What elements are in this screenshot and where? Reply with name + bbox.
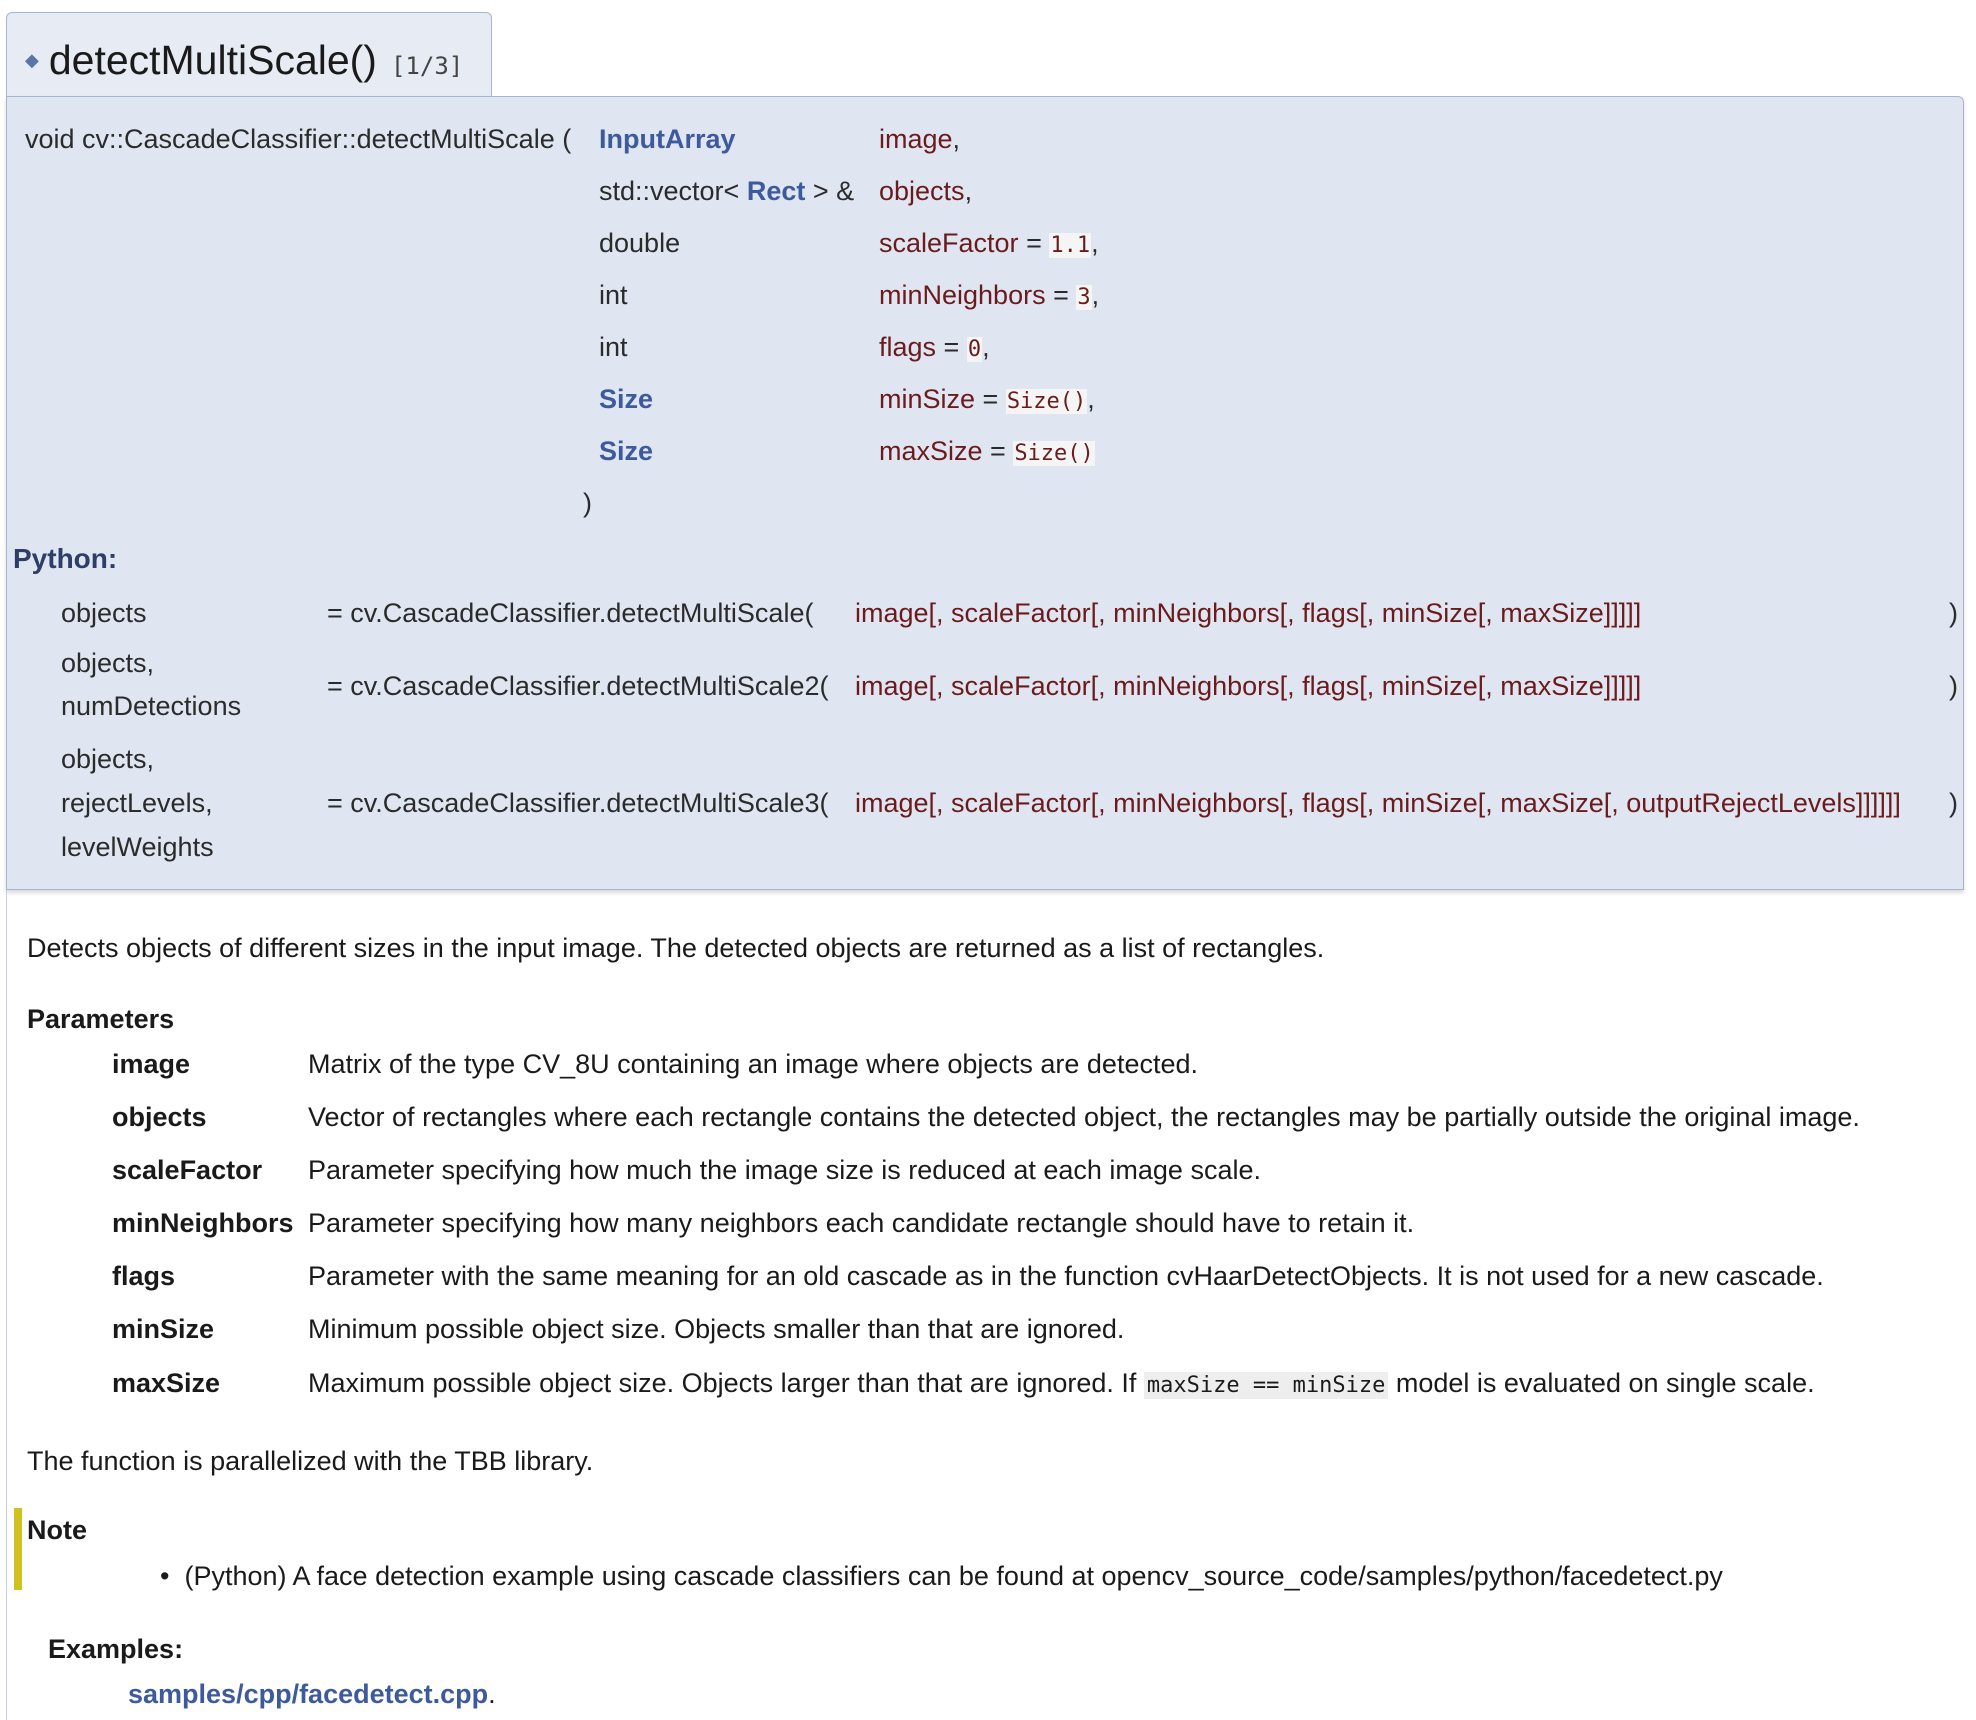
- prototype-prefix: void cv::CascadeClassifier::detectMultiScale (: [25, 124, 572, 154]
- params-heading: Parameters: [27, 1004, 175, 1034]
- param-decl-objects: [879, 175, 972, 207]
- python-ret-3a: objects,: [61, 744, 155, 774]
- param-separator: ,: [952, 124, 961, 154]
- member-title-tab: [6, 12, 492, 108]
- python-call-3: = cv.CascadeClassifier.detectMultiScale3(: [327, 788, 829, 818]
- note-accent-bar: [14, 1508, 22, 1590]
- param-name: minNeighbors: [879, 280, 1046, 310]
- example-tail: .: [488, 1679, 496, 1709]
- param-type-minSize: [599, 383, 653, 415]
- param-name: scaleFactor: [879, 228, 1019, 258]
- param-equals: =: [1045, 280, 1077, 310]
- type-link-rect[interactable]: Rect: [746, 176, 806, 206]
- python-close-1: ): [1949, 598, 1958, 628]
- param-separator: ,: [982, 332, 990, 362]
- param-decl-minNeighbors: [879, 279, 1099, 314]
- python-call-1: = cv.CascadeClassifier.detectMultiScale(: [327, 598, 814, 628]
- param-name: flags: [879, 332, 937, 362]
- param-type-text: int: [599, 280, 628, 310]
- type-link-size[interactable]: Size: [599, 384, 654, 414]
- examples-heading: Examples:: [48, 1634, 184, 1664]
- param-separator: ,: [1091, 228, 1099, 258]
- example-entry: [128, 1678, 496, 1710]
- param-desc-scaleFactor: Parameter specifying how much the image size is reduced at each image scale.: [308, 1155, 1261, 1185]
- doc-summary: Detects objects of different sizes in the input image. The detected objects are returned as a list of rectangles.: [27, 933, 1325, 963]
- param-desc-maxSize-pre: Maximum possible object size. Objects larger than that are ignored. If: [308, 1368, 1144, 1398]
- note-item-text: (Python) A face detection example using cascade classifiers can be found at opencv_source_code/samples/python/facedetect.py: [184, 1561, 1723, 1591]
- param-name: maxSize: [879, 436, 983, 466]
- param-type-objects: [599, 175, 854, 207]
- prototype-box: [6, 96, 1964, 890]
- param-equals: =: [1018, 228, 1050, 258]
- param-type-scaleFactor: [599, 227, 680, 259]
- python-args-2: image[, scaleFactor[, minNeighbors[, flags[, minSize[, maxSize]]]]]: [855, 671, 1642, 701]
- param-default-value: 3: [1077, 285, 1091, 310]
- param-default-value: 1.1: [1050, 233, 1091, 258]
- prototype-close-paren: ): [583, 488, 592, 518]
- python-ret-1: objects: [61, 598, 147, 628]
- type-link-size[interactable]: Size: [599, 436, 654, 466]
- param-decl-minSize: [879, 383, 1095, 418]
- param-equals: =: [982, 436, 1014, 466]
- param-type-flags: [599, 331, 628, 363]
- param-type-text: double: [599, 228, 681, 258]
- param-desc-minNeighbors: Parameter specifying how many neighbors each candidate rectangle should have to retain it.: [308, 1208, 1415, 1238]
- python-args-1: image[, scaleFactor[, minNeighbors[, flags[, minSize[, maxSize]]]]]: [855, 598, 1642, 628]
- diamond-bullet-icon: ◆: [25, 50, 39, 70]
- param-name-flags: flags: [112, 1261, 176, 1291]
- param-separator: ,: [1091, 280, 1100, 310]
- param-type-image: [599, 123, 736, 155]
- param-decl-maxSize: [879, 435, 1095, 470]
- param-equals: =: [975, 384, 1006, 414]
- python-args-3: image[, scaleFactor[, minNeighbors[, flags[, minSize[, maxSize[, outputRejectLevels]]]]]]: [855, 788, 1901, 818]
- param-name-minSize: minSize: [112, 1314, 215, 1344]
- python-close-3: ): [1949, 788, 1958, 818]
- python-ret-2b: numDetections: [61, 691, 242, 721]
- python-call-2: = cv.CascadeClassifier.detectMultiScale2(: [327, 671, 829, 701]
- param-type-suffix: > &: [805, 176, 855, 206]
- param-name-objects: objects: [112, 1102, 207, 1132]
- param-type-text: std::vector<: [599, 176, 747, 206]
- param-name-minNeighbors: minNeighbors: [112, 1208, 294, 1238]
- param-default-value: 0: [967, 337, 982, 362]
- python-ret-3b: rejectLevels,: [61, 788, 213, 818]
- param-decl-flags: [879, 331, 990, 366]
- param-type-maxSize: [599, 435, 653, 467]
- param-separator: ,: [964, 176, 973, 206]
- python-ret-3c: levelWeights: [61, 832, 214, 862]
- param-separator: ,: [1087, 384, 1095, 414]
- param-name: minSize: [879, 384, 976, 414]
- python-ret-2a: objects,: [61, 648, 155, 678]
- param-name-image: image: [112, 1049, 191, 1079]
- param-desc-maxSize-post: model is evaluated on single scale.: [1388, 1368, 1815, 1398]
- param-desc-image: Matrix of the type CV_8U containing an image where objects are detected.: [308, 1049, 1198, 1079]
- param-name-scaleFactor: scaleFactor: [112, 1155, 263, 1185]
- param-desc-maxSize: [308, 1367, 1815, 1402]
- note-heading: Note: [27, 1515, 87, 1545]
- param-type-text: int: [599, 332, 628, 362]
- param-desc-flags: Parameter with the same meaning for an old cascade as in the function cvHaarDetectObjects. It is not used for a new cascade.: [308, 1261, 1824, 1291]
- inline-code-maxsize-eq-minsize: maxSize == minSize: [1144, 1372, 1388, 1399]
- param-desc-minSize: Minimum possible object size. Objects smaller than that are ignored.: [308, 1314, 1125, 1344]
- param-decl-scaleFactor: [879, 227, 1099, 262]
- example-link-facedetect[interactable]: samples/cpp/facedetect.cpp: [128, 1679, 489, 1709]
- param-name-maxSize: maxSize: [112, 1368, 221, 1398]
- param-type-minNeighbors: [599, 279, 628, 311]
- python-close-2: ): [1949, 671, 1958, 701]
- bullet-icon: •: [160, 1561, 185, 1591]
- overload-indicator: [1/3]: [390, 51, 464, 80]
- param-decl-image: [879, 123, 960, 155]
- member-title: detectMultiScale(): [48, 37, 377, 83]
- param-default-value: Size(): [1006, 389, 1087, 414]
- param-default-value: Size(): [1014, 441, 1094, 466]
- member-doc: [6, 890, 1964, 1720]
- type-link-inputarray[interactable]: InputArray: [599, 124, 736, 154]
- python-heading: Python:: [13, 543, 118, 574]
- param-name: objects: [879, 176, 965, 206]
- param-equals: =: [936, 332, 967, 362]
- tbb-paragraph: The function is parallelized with the TBB library.: [27, 1446, 594, 1476]
- note-list-item: [160, 1560, 1723, 1592]
- param-desc-objects: Vector of rectangles where each rectangle contains the detected object, the rectangles may be partially outside the original image.: [308, 1102, 1860, 1132]
- param-name: image: [879, 124, 953, 154]
